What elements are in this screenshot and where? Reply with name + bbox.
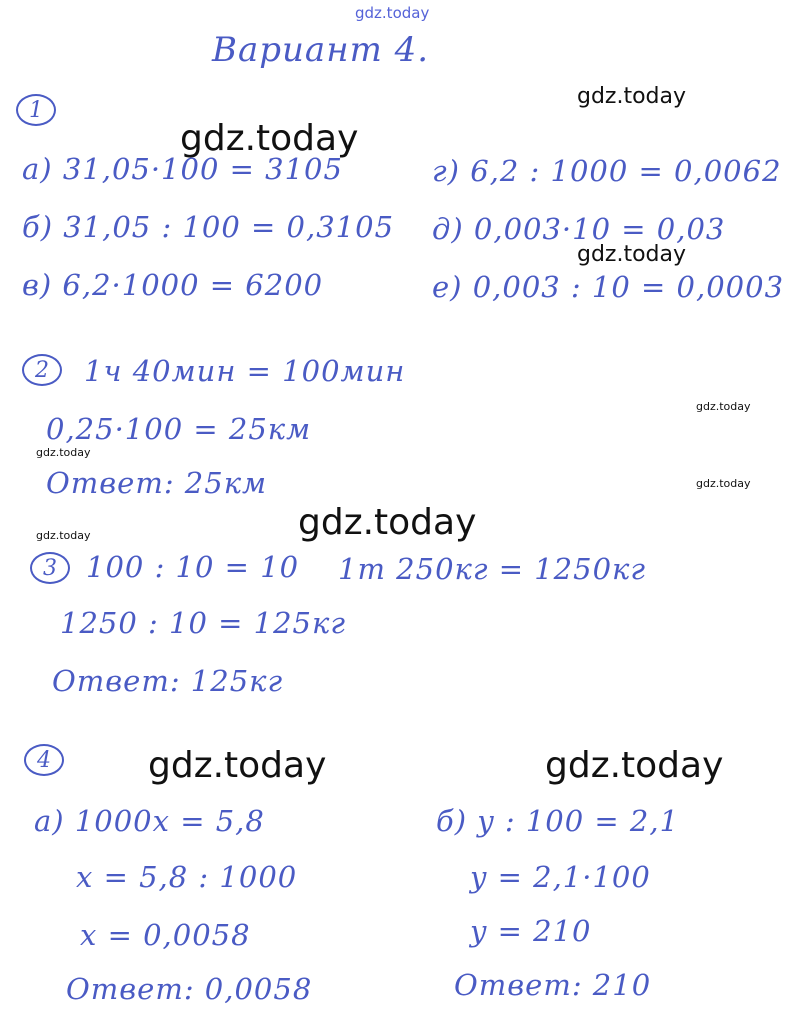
task1-v: в) 6,2·1000 = 6200: [22, 268, 324, 302]
task4-a4: Ответ: 0,0058: [66, 972, 313, 1006]
watermark: gdz.today: [36, 529, 91, 542]
watermark: gdz.today: [148, 745, 327, 786]
task2-answer: Ответ: 25км: [46, 466, 268, 500]
task4-a3: x = 0,0058: [80, 918, 251, 952]
watermark: gdz.today: [696, 400, 751, 413]
watermark: gdz.today: [180, 118, 359, 159]
task-number: 2: [22, 354, 62, 386]
task2-line2: 0,25·100 = 25км: [46, 412, 312, 446]
watermark: gdz.today: [696, 477, 751, 490]
task1-d: д) 0,003·10 = 0,03: [432, 212, 726, 246]
task1-e: е) 0,003 : 10 = 0,0003: [432, 270, 785, 304]
task1-a: а) 31,05·100 = 3105: [22, 152, 343, 186]
task1-g: г) 6,2 : 1000 = 0,0062: [432, 154, 782, 188]
task-number: 4: [24, 744, 64, 776]
task3-line1b: 1т 250кг = 1250кг: [338, 552, 647, 586]
task4-b2: y = 2,1·100: [470, 860, 651, 894]
watermark: gdz.today: [545, 745, 724, 786]
task3-line2: 1250 : 10 = 125кг: [60, 606, 346, 640]
page-title: Вариант 4.: [212, 30, 430, 70]
task4-a1: а) 1000x = 5,8: [34, 804, 265, 838]
task1-b: б) 31,05 : 100 = 0,3105: [22, 210, 395, 244]
task4-b3: y = 210: [470, 914, 592, 948]
task4-b4: Ответ: 210: [454, 968, 652, 1002]
watermark: gdz.today: [298, 502, 477, 543]
watermark: gdz.today: [577, 84, 687, 109]
task2-line1: 1ч 40мин = 100мин: [84, 354, 406, 388]
task-number: 1: [16, 94, 56, 126]
task4-a2: x = 5,8 : 1000: [76, 860, 298, 894]
watermark: gdz.today: [36, 446, 91, 459]
task3-line1a: 100 : 10 = 10: [86, 550, 300, 584]
watermark: gdz.today: [577, 242, 687, 267]
watermark-top: gdz.today: [355, 4, 430, 22]
task4-b1: б) y : 100 = 2,1: [436, 804, 680, 838]
task-number: 3: [30, 552, 70, 584]
task3-answer: Ответ: 125кг: [52, 664, 284, 698]
